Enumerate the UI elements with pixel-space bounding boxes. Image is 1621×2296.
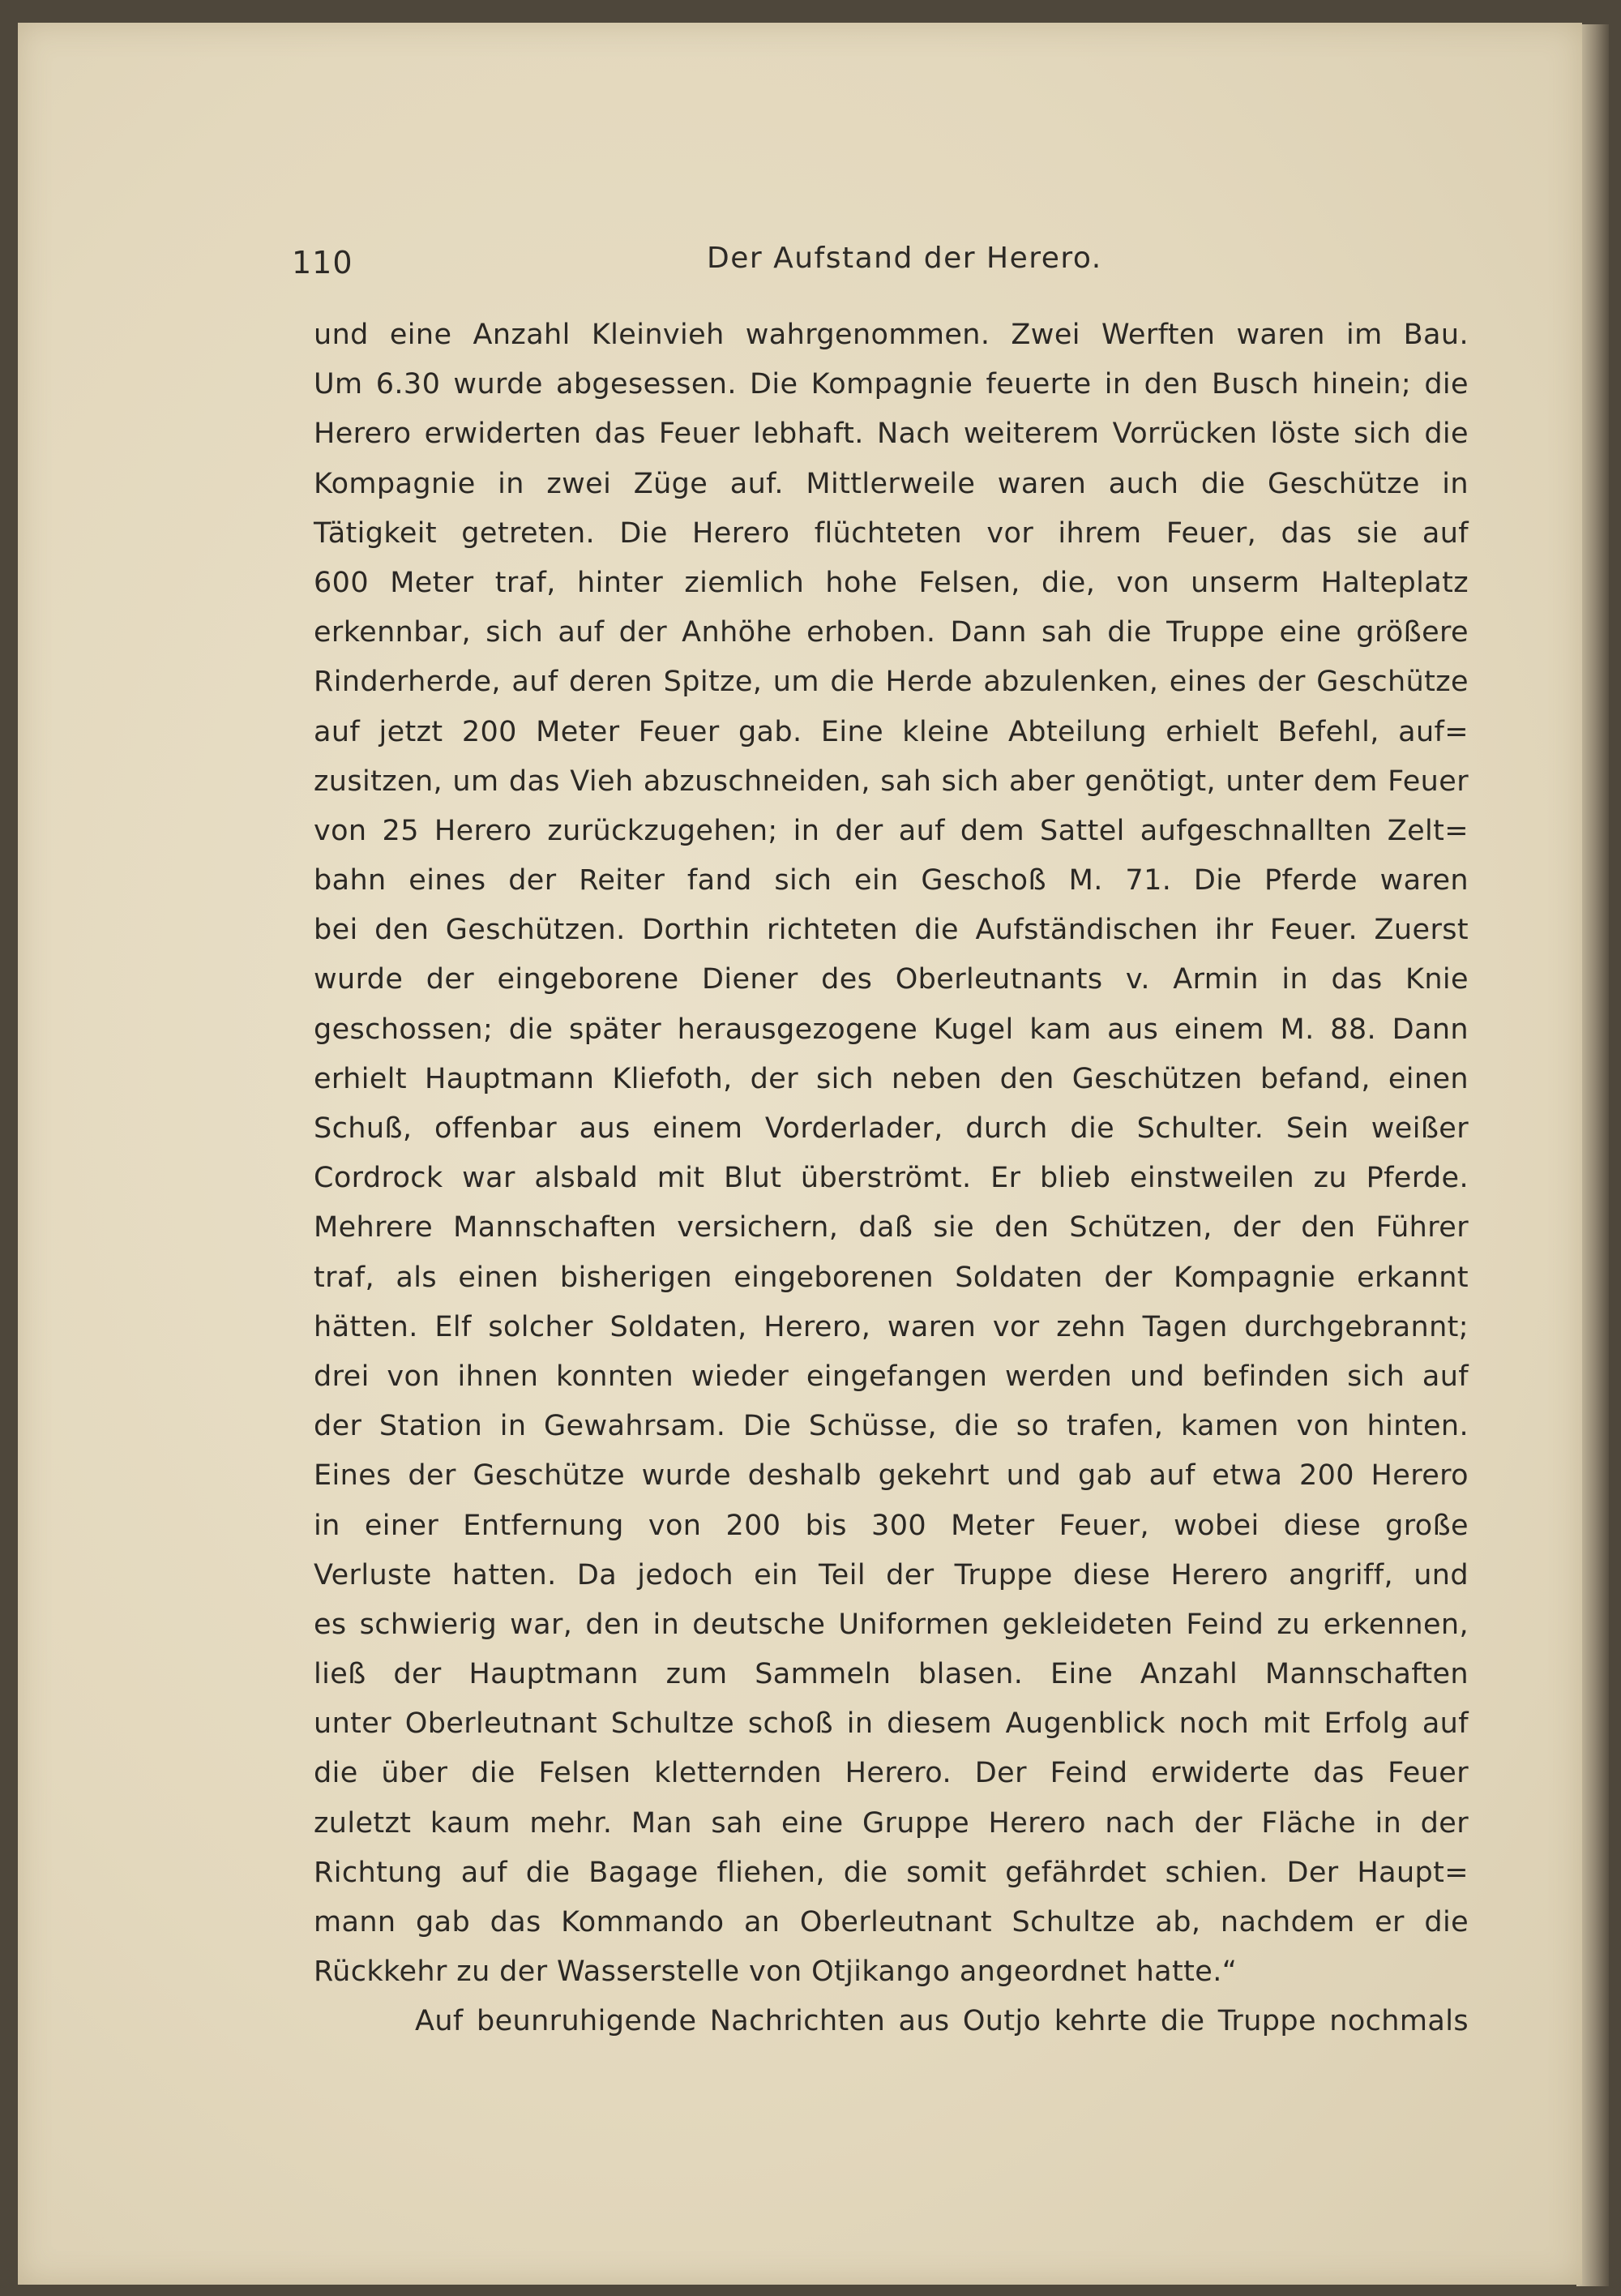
text-line: Mehrere Mannschaften versichern, daß sie den Schützen, der den Führer: [314, 1211, 1469, 1244]
text-line: drei von ihnen konnten wieder eingefangen werden und befinden sich auf: [314, 1360, 1469, 1393]
text-line: Tätigkeit getreten. Die Herero flüchteten vor ihrem Feuer, das sie auf: [314, 516, 1469, 550]
text-line: erhielt Hauptmann Kliefoth, der sich neben den Geschützen befand, einen: [314, 1062, 1469, 1095]
text-line: es schwierig war, den in deutsche Uniformen gekleideten Feind zu erkennen,: [314, 1608, 1469, 1641]
text-line: bahn eines der Reiter fand sich ein Geschoß M. 71. Die Pferde waren: [314, 864, 1469, 897]
text-line: traf, als einen bisherigen eingeborenen Soldaten der Kompagnie erkannt: [314, 1261, 1469, 1294]
text-line: Herero erwiderten das Feuer lebhaft. Nach weiterem Vorrücken löste sich die: [314, 418, 1469, 451]
text-line: und eine Anzahl Kleinvieh wahrgenommen. Zwei Werften waren im Bau.: [314, 319, 1469, 351]
text-line: von 25 Herero zurückzugehen; in der auf dem Sattel aufgeschnallten Zelt=: [314, 814, 1469, 847]
text-line: Eines der Geschütze wurde deshalb gekehrt und gab auf etwa 200 Herero: [314, 1459, 1469, 1493]
text-line: geschossen; die später herausgezogene Kugel kam aus einem M. 88. Dann: [314, 1013, 1469, 1046]
book-page: [18, 23, 1582, 2285]
text-line: 600 Meter traf, hinter ziemlich hohe Felsen, die, von unserm Halteplatz: [314, 566, 1469, 599]
text-line: erkennbar, sich auf der Anhöhe erhoben. Dann sah die Truppe eine größere: [314, 616, 1469, 649]
text-line: zuletzt kaum mehr. Man sah eine Gruppe Herero nach der Fläche in der: [314, 1806, 1469, 1840]
page-number: 110: [292, 245, 353, 281]
text-line: hätten. Elf solcher Soldaten, Herero, waren vor zehn Tagen durchgebrannt;: [314, 1310, 1469, 1343]
text-line: Rückkehr zu der Wasserstelle von Otjikango angeordnet hatte.“: [314, 1955, 1238, 1989]
text-line: wurde der eingeborene Diener des Oberleutnants v. Armin in das Knie: [314, 963, 1469, 996]
text-line: Cordrock war alsbald mit Blut überströmt. Er blieb einstweilen zu Pferde.: [314, 1162, 1469, 1195]
text-line: die über die Felsen kletternden Herero. Der Feind erwiderte das Feuer: [314, 1757, 1469, 1790]
text-line: auf jetzt 200 Meter Feuer gab. Eine kleine Abteilung erhielt Befehl, auf=: [314, 715, 1469, 748]
text-line: Auf beunruhigende Nachrichten aus Outjo kehrte die Truppe nochmals: [415, 2005, 1469, 2038]
text-line: bei den Geschützen. Dorthin richteten die Aufständischen ihr Feuer. Zuerst: [314, 914, 1469, 947]
page-header: [18, 242, 1582, 290]
body-text: [314, 311, 1469, 2047]
text-line: Verluste hatten. Da jedoch ein Teil der Truppe diese Herero angriff, und: [314, 1558, 1469, 1591]
text-line: unter Oberleutnant Schultze schoß in diesem Augenblick noch mit Erfolg auf: [314, 1707, 1469, 1741]
running-head: Der Aufstand der Herero.: [707, 242, 1102, 275]
text-line: zusitzen, um das Vieh abzuschneiden, sah sich aber genötigt, unter dem Feuer: [314, 765, 1469, 798]
text-line: Schuß, offenbar aus einem Vorderlader, durch die Schulter. Sein weißer: [314, 1112, 1469, 1145]
text-line: mann gab das Kommando an Oberleutnant Schultze ab, nachdem er die: [314, 1906, 1469, 1938]
text-line: in einer Entfernung von 200 bis 300 Meter Feuer, wobei diese große: [314, 1509, 1469, 1542]
text-line: Richtung auf die Bagage fliehen, die somit gefährdet schien. Der Haupt=: [314, 1856, 1469, 1889]
text-line: ließ der Hauptmann zum Sammeln blasen. Eine Anzahl Mannschaften: [314, 1658, 1469, 1691]
text-line: Kompagnie in zwei Züge auf. Mittlerweile waren auch die Geschütze in: [314, 467, 1469, 500]
text-line: Rinderherde, auf deren Spitze, um die Herde abzulenken, eines der Geschütze: [314, 666, 1469, 699]
text-line: Um 6.30 wurde abgesessen. Die Kompagnie feuerte in den Busch hinein; die: [314, 368, 1469, 401]
text-line: der Station in Gewahrsam. Die Schüsse, die so trafen, kamen von hinten.: [314, 1410, 1469, 1443]
